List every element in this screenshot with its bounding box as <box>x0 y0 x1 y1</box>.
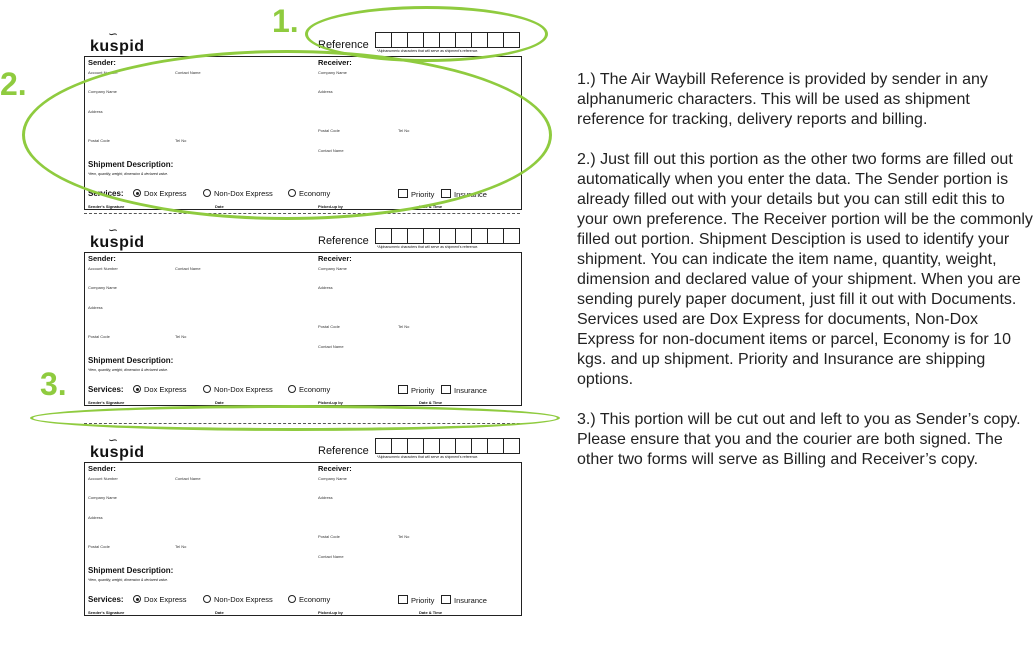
senders-signature-field[interactable]: Sender's Signature <box>88 400 125 405</box>
sender-company-name-field[interactable]: Company Name <box>88 285 117 290</box>
checkbox-icon[interactable] <box>398 595 408 604</box>
radio-selected-icon[interactable] <box>133 595 141 603</box>
receiver-postal-code-field[interactable]: Postal Code <box>318 534 340 539</box>
senders-signature-field[interactable]: Sender's Signature <box>88 610 125 615</box>
receiver-postal-code-field[interactable]: Postal Code <box>318 128 340 133</box>
receiver-heading: Receiver: <box>318 58 352 67</box>
reference-note: *Alphanumeric characters that will serve as shipment's reference. <box>377 49 479 53</box>
insurance-option[interactable]: Insurance <box>441 189 487 199</box>
sender-company-name-field[interactable]: Company Name <box>88 495 117 500</box>
services-label: Services: <box>88 385 124 394</box>
radio-icon[interactable] <box>203 595 211 603</box>
sender-company-name-field[interactable]: Company Name <box>88 89 117 94</box>
sender-tel-no-field[interactable]: Tel No <box>175 334 187 339</box>
logo-swirl-icon: ∽ <box>108 433 119 447</box>
logo-wordmark: kuspid <box>90 38 145 55</box>
radio-icon[interactable] <box>288 595 296 603</box>
reference-input[interactable] <box>376 438 520 454</box>
sender-account-number-field[interactable]: Account Number <box>88 70 118 75</box>
sender-heading: Sender: <box>88 58 116 67</box>
receiver-address-field[interactable]: Address <box>318 89 333 94</box>
sender-tel-no-field[interactable]: Tel No <box>175 138 187 143</box>
picked-up-by-field[interactable]: Picked-up by <box>318 204 343 209</box>
marker-1: 1. <box>272 3 299 39</box>
sender-account-number-field[interactable]: Account Number <box>88 266 118 271</box>
dox-express-option[interactable]: Dox Express <box>133 595 187 604</box>
reference-input[interactable] <box>376 228 520 244</box>
waybill-form-2 <box>84 223 524 406</box>
date-time-field[interactable]: Date & Time <box>419 204 443 209</box>
sender-heading: Sender: <box>88 464 116 473</box>
insurance-option[interactable]: Insurance <box>441 385 487 395</box>
radio-icon[interactable] <box>288 385 296 393</box>
shipment-description-note: *Item, quantity, weight, dimension & declared value. <box>88 578 169 582</box>
checkbox-icon[interactable] <box>441 595 451 604</box>
radio-icon[interactable] <box>203 385 211 393</box>
receiver-company-name-field[interactable]: Company Name <box>318 266 347 271</box>
receiver-contact-name-field[interactable]: Contact Name <box>318 148 344 153</box>
sender-postal-code-field[interactable]: Postal Code <box>88 138 110 143</box>
economy-option[interactable]: Economy <box>288 595 330 604</box>
receiver-contact-name-field[interactable]: Contact Name <box>318 344 344 349</box>
sender-contact-name-field[interactable]: Contact Name <box>175 266 201 271</box>
date-time-field[interactable]: Date & Time <box>419 400 443 405</box>
insurance-option[interactable]: Insurance <box>441 595 487 605</box>
radio-selected-icon[interactable] <box>133 385 141 393</box>
reference-label: Reference <box>318 235 369 247</box>
economy-option[interactable]: Economy <box>288 189 330 198</box>
date-field[interactable]: Date <box>215 400 224 405</box>
sender-heading: Sender: <box>88 254 116 263</box>
picked-up-by-field[interactable]: Picked-up by <box>318 400 343 405</box>
sender-address-field[interactable]: Address <box>88 109 103 114</box>
sender-tel-no-field[interactable]: Tel No <box>175 544 187 549</box>
non-dox-express-option[interactable]: Non-Dox Express <box>203 189 273 198</box>
economy-option[interactable]: Economy <box>288 385 330 394</box>
kuspid-logo <box>88 223 148 254</box>
receiver-heading: Receiver: <box>318 254 352 263</box>
sender-contact-name-field[interactable]: Contact Name <box>175 70 201 75</box>
reference-label: Reference <box>318 39 369 51</box>
receiver-company-name-field[interactable]: Company Name <box>318 70 347 75</box>
logo-swirl-icon: ∽ <box>108 223 119 237</box>
logo-wordmark: kuspid <box>90 444 145 461</box>
annotation-ellipse-2 <box>22 50 552 220</box>
marker-2: 2. <box>0 66 27 102</box>
non-dox-express-option[interactable]: Non-Dox Express <box>203 595 273 604</box>
kuspid-logo <box>88 27 148 58</box>
priority-option[interactable]: Priority <box>398 189 434 199</box>
receiver-company-name-field[interactable]: Company Name <box>318 476 347 481</box>
date-field[interactable]: Date <box>215 204 224 209</box>
date-time-field[interactable]: Date & Time <box>419 610 443 615</box>
reference-note: *Alphanumeric characters that will serve as shipment's reference. <box>377 245 479 249</box>
sender-address-field[interactable]: Address <box>88 515 103 520</box>
receiver-tel-no-field[interactable]: Tel No <box>398 534 410 539</box>
dox-express-option[interactable]: Dox Express <box>133 189 187 198</box>
checkbox-icon[interactable] <box>398 385 408 394</box>
shipment-description-heading: Shipment Description: <box>88 566 174 575</box>
priority-option[interactable]: Priority <box>398 595 434 605</box>
receiver-heading: Receiver: <box>318 464 352 473</box>
kuspid-logo <box>88 433 148 464</box>
sender-contact-name-field[interactable]: Contact Name <box>175 476 201 481</box>
marker-3: 3. <box>40 366 67 402</box>
receiver-postal-code-field[interactable]: Postal Code <box>318 324 340 329</box>
shipment-description-heading: Shipment Description: <box>88 356 174 365</box>
waybill-box <box>84 252 522 406</box>
explanations <box>577 70 1035 490</box>
receiver-tel-no-field[interactable]: Tel No <box>398 128 410 133</box>
dox-express-option[interactable]: Dox Express <box>133 385 187 394</box>
reference-note: *Alphanumeric characters that will serve as shipment's reference. <box>377 455 479 459</box>
reference-label: Reference <box>318 445 369 457</box>
checkbox-icon[interactable] <box>441 385 451 394</box>
logo-wordmark: kuspid <box>90 234 145 251</box>
sender-address-field[interactable]: Address <box>88 305 103 310</box>
receiver-tel-no-field[interactable]: Tel No <box>398 324 410 329</box>
shipment-description-note: *Item, quantity, weight, dimension & declared value. <box>88 172 169 176</box>
waybill-box <box>84 462 522 616</box>
explanation-3: 3.) This portion will be cut out and left to you as Sender’s copy. Please ensure that you and the courier are both signed. The other two forms will serve as Billing and Receiver’s copy. <box>577 411 1021 468</box>
waybill-form-3 <box>84 433 524 616</box>
sender-postal-code-field[interactable]: Postal Code <box>88 334 110 339</box>
receiver-address-field[interactable]: Address <box>318 285 333 290</box>
senders-signature-field[interactable]: Sender's Signature <box>88 204 125 209</box>
logo-swirl-icon: ∽ <box>108 27 119 41</box>
non-dox-express-option[interactable]: Non-Dox Express <box>203 385 273 394</box>
shipment-description-note: *Item, quantity, weight, dimension & declared value. <box>88 368 169 372</box>
date-field[interactable]: Date <box>215 610 224 615</box>
services-label: Services: <box>88 189 124 198</box>
receiver-contact-name-field[interactable]: Contact Name <box>318 554 344 559</box>
annotation-ellipse-3 <box>30 405 560 431</box>
priority-option[interactable]: Priority <box>398 385 434 395</box>
sender-postal-code-field[interactable]: Postal Code <box>88 544 110 549</box>
services-label: Services: <box>88 595 124 604</box>
sender-account-number-field[interactable]: Account Number <box>88 476 118 481</box>
explanation-2: 2.) Just fill out this portion as the other two forms are filled out automatically when you enter the data. The Sender portion is already filled out with your details but you can still edit this to your own preference. The Receiver portion will be the commonly filled out portion. Shipment Desciption is used to identify your shipment. You can indicate the item name, quantity, weight, dimension and declared value of your shipment. When you are sending purely paper document, just fill it out with Documents. Services used are Dox Express for documents, Non-Dox Express for non-document items or parcel, Economy is for 10 kgs. and up shipment. Priority and Insurance are shipping options. <box>577 151 1033 388</box>
shipment-description-heading: Shipment Description: <box>88 160 174 169</box>
explanation-1: 1.) The Air Waybill Reference is provided by sender in any alphanumeric characters. This will be used as shipment reference for tracking, delivery reports and billing. <box>577 71 988 128</box>
picked-up-by-field[interactable]: Picked-up by <box>318 610 343 615</box>
receiver-address-field[interactable]: Address <box>318 495 333 500</box>
